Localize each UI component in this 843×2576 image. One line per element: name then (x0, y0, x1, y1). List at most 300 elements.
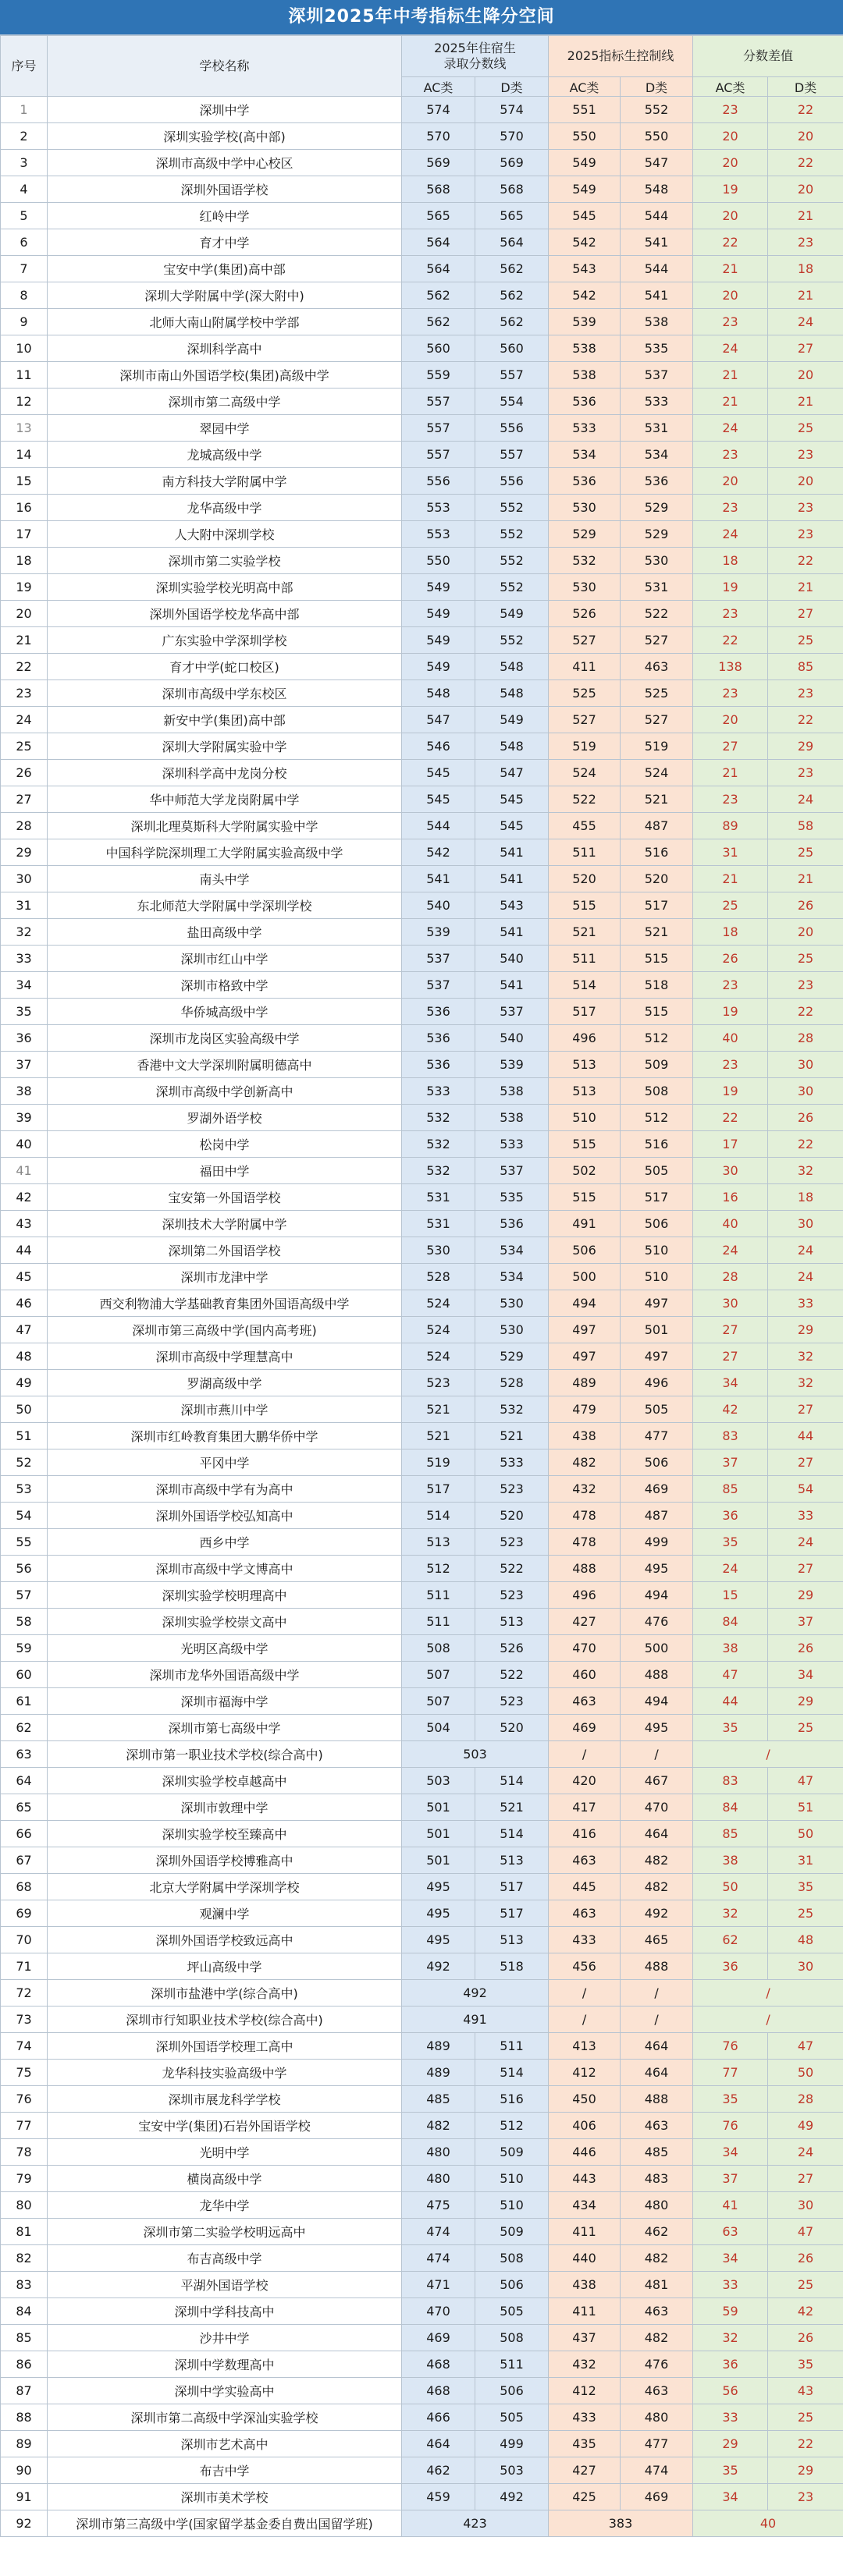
plan-ac: 515 (549, 1131, 621, 1158)
table-row (1, 309, 843, 335)
diff-d: 25 (768, 627, 843, 654)
diff-ac: 32 (693, 1900, 768, 1927)
score-d: 560 (475, 335, 549, 362)
plan-ac: 550 (549, 123, 621, 150)
score-d: 526 (475, 1635, 549, 1662)
plan-d: 517 (621, 892, 693, 919)
table-row (1, 707, 843, 733)
diff-ac: 27 (693, 1343, 768, 1370)
table-row (1, 1184, 843, 1211)
score-d: 514 (475, 1821, 549, 1847)
diff-ac: 16 (693, 1184, 768, 1211)
diff-ac: 36 (693, 1953, 768, 1980)
score-ac: 480 (402, 2139, 475, 2166)
school-name: 深圳市福海中学 (48, 1688, 402, 1715)
score-d: 517 (475, 1900, 549, 1927)
row-number: 46 (1, 1290, 48, 1317)
score-ac: 495 (402, 1927, 475, 1953)
table-row (1, 1343, 843, 1370)
diff-ac: 50 (693, 1874, 768, 1900)
plan-ac: 527 (549, 627, 621, 654)
row-number: 77 (1, 2113, 48, 2139)
plan-ac: / (549, 1741, 621, 1768)
row-number: 53 (1, 1476, 48, 1503)
score-ac: 537 (402, 972, 475, 999)
score-ac: 475 (402, 2192, 475, 2219)
school-name: 盐田高级中学 (48, 919, 402, 946)
diff-ac: 35 (693, 1529, 768, 1556)
table-row (1, 2007, 843, 2033)
school-name: 香港中文大学深圳附属明德高中 (48, 1052, 402, 1078)
score-d: 506 (475, 2272, 549, 2298)
row-number: 27 (1, 786, 48, 813)
plan-ac: 497 (549, 1343, 621, 1370)
diff-d: 24 (768, 786, 843, 813)
score-d: 548 (475, 733, 549, 760)
row-number: 69 (1, 1900, 48, 1927)
score-ac: 501 (402, 1794, 475, 1821)
row-number: 16 (1, 495, 48, 521)
score-ac: 550 (402, 548, 475, 574)
diff-d: 26 (768, 1105, 843, 1131)
diff-ac: 21 (693, 256, 768, 282)
plan-d: 463 (621, 2378, 693, 2404)
school-name: 龙华中学 (48, 2192, 402, 2219)
diff-d: 33 (768, 1503, 843, 1529)
table-row (1, 2060, 843, 2086)
row-number: 2 (1, 123, 48, 150)
plan-ac: 517 (549, 999, 621, 1025)
plan-ac: 479 (549, 1396, 621, 1423)
diff-ac: 40 (693, 1025, 768, 1052)
plan-d: 534 (621, 442, 693, 468)
diff-ac: 40 (693, 1211, 768, 1237)
school-name: 坪山高级中学 (48, 1953, 402, 1980)
score-ac: 540 (402, 892, 475, 919)
score-ac: 485 (402, 2086, 475, 2113)
plan-d: 487 (621, 1503, 693, 1529)
table-row (1, 1688, 843, 1715)
plan-ac: 406 (549, 2113, 621, 2139)
score-merged: 492 (402, 1980, 549, 2007)
row-number: 91 (1, 2484, 48, 2510)
score-d: 512 (475, 2113, 549, 2139)
score-ac: 519 (402, 1449, 475, 1476)
row-number: 36 (1, 1025, 48, 1052)
plan-ac: 413 (549, 2033, 621, 2060)
diff-ac: 37 (693, 2166, 768, 2192)
score-d: 552 (475, 495, 549, 521)
table-row (1, 1821, 843, 1847)
row-number: 39 (1, 1105, 48, 1131)
diff-ac: 30 (693, 1290, 768, 1317)
plan-d: 480 (621, 2192, 693, 2219)
diff-ac: 59 (693, 2298, 768, 2325)
header-school: 学校名称 (48, 36, 402, 97)
school-name: 中国科学院深圳理工大学附属实验高级中学 (48, 839, 402, 866)
plan-d: / (621, 2007, 693, 2033)
plan-ac: 420 (549, 1768, 621, 1794)
table-row (1, 1211, 843, 1237)
diff-d: 29 (768, 1688, 843, 1715)
diff-d: 21 (768, 389, 843, 415)
plan-ac: 411 (549, 654, 621, 680)
score-d: 534 (475, 1264, 549, 1290)
plan-ac: 502 (549, 1158, 621, 1184)
plan-d: 464 (621, 2060, 693, 2086)
row-number: 56 (1, 1556, 48, 1582)
school-name: 布吉中学 (48, 2457, 402, 2484)
plan-d: 509 (621, 1052, 693, 1078)
school-name: 深圳市盐港中学(综合高中) (48, 1980, 402, 2007)
plan-ac: 527 (549, 707, 621, 733)
row-number: 52 (1, 1449, 48, 1476)
score-d: 509 (475, 2219, 549, 2245)
score-d: 537 (475, 1158, 549, 1184)
score-d: 522 (475, 1662, 549, 1688)
table-row (1, 2272, 843, 2298)
plan-d: 547 (621, 150, 693, 176)
table-row (1, 282, 843, 309)
plan-d: 463 (621, 654, 693, 680)
diff-ac: 15 (693, 1582, 768, 1609)
diff-ac: 36 (693, 1503, 768, 1529)
diff-d: 29 (768, 733, 843, 760)
header-plan-d: D类 (621, 77, 693, 97)
plan-ac: / (549, 1980, 621, 2007)
row-number: 75 (1, 2060, 48, 2086)
school-name: 深圳中学 (48, 97, 402, 123)
plan-d: 544 (621, 203, 693, 229)
table-row (1, 1370, 843, 1396)
score-d: 574 (475, 97, 549, 123)
score-ac: 557 (402, 442, 475, 468)
diff-ac: 24 (693, 521, 768, 548)
score-ac: 495 (402, 1874, 475, 1900)
row-number: 45 (1, 1264, 48, 1290)
plan-d: 527 (621, 627, 693, 654)
row-number: 24 (1, 707, 48, 733)
score-d: 509 (475, 2139, 549, 2166)
plan-ac: 478 (549, 1503, 621, 1529)
diff-ac: 138 (693, 654, 768, 680)
row-number: 23 (1, 680, 48, 707)
score-d: 552 (475, 574, 549, 601)
score-d: 568 (475, 176, 549, 203)
score-d: 557 (475, 442, 549, 468)
plan-ac: 511 (549, 839, 621, 866)
plan-ac: 542 (549, 229, 621, 256)
plan-d: 506 (621, 1211, 693, 1237)
row-number: 86 (1, 2351, 48, 2378)
row-number: 7 (1, 256, 48, 282)
diff-d: 18 (768, 256, 843, 282)
table-row (1, 442, 843, 468)
row-number: 78 (1, 2139, 48, 2166)
plan-d: 465 (621, 1927, 693, 1953)
diff-d: 35 (768, 2351, 843, 2378)
school-name: 深圳第二外国语学校 (48, 1237, 402, 1264)
score-d: 505 (475, 2298, 549, 2325)
table-row (1, 2431, 843, 2457)
score-d: 530 (475, 1290, 549, 1317)
plan-d: 470 (621, 1794, 693, 1821)
plan-ac: 463 (549, 1900, 621, 1927)
row-number: 87 (1, 2378, 48, 2404)
row-number: 14 (1, 442, 48, 468)
score-ac: 489 (402, 2033, 475, 2060)
plan-d: 481 (621, 2272, 693, 2298)
plan-ac: 491 (549, 1211, 621, 1237)
row-number: 81 (1, 2219, 48, 2245)
school-name: 深圳外国语学校博雅高中 (48, 1847, 402, 1874)
plan-ac: 549 (549, 176, 621, 203)
row-number: 62 (1, 1715, 48, 1741)
score-d: 570 (475, 123, 549, 150)
plan-ac: 543 (549, 256, 621, 282)
score-ac: 489 (402, 2060, 475, 2086)
diff-d: 47 (768, 1768, 843, 1794)
plan-ac: 460 (549, 1662, 621, 1688)
table-row (1, 468, 843, 495)
plan-ac: 494 (549, 1290, 621, 1317)
school-name: 深圳市展龙科学学校 (48, 2086, 402, 2113)
table-row (1, 229, 843, 256)
plan-d: 520 (621, 866, 693, 892)
diff-ac: 35 (693, 1715, 768, 1741)
school-name: 深圳市格致中学 (48, 972, 402, 999)
table-row (1, 1423, 843, 1449)
table-row (1, 1264, 843, 1290)
score-ac: 480 (402, 2166, 475, 2192)
school-name: 南头中学 (48, 866, 402, 892)
table-row (1, 176, 843, 203)
school-name: 深圳市第二实验学校明远高中 (48, 2219, 402, 2245)
plan-ac: 522 (549, 786, 621, 813)
diff-ac: 44 (693, 1688, 768, 1715)
score-ac: 533 (402, 1078, 475, 1105)
table-row (1, 2351, 843, 2378)
score-ac: 470 (402, 2298, 475, 2325)
diff-ac: 34 (693, 2245, 768, 2272)
diff-d: 23 (768, 495, 843, 521)
plan-d: 495 (621, 1556, 693, 1582)
school-name: 华中师范大学龙岗附属中学 (48, 786, 402, 813)
plan-ac: 511 (549, 946, 621, 972)
school-name: 深圳中学实验高中 (48, 2378, 402, 2404)
school-name: 福田中学 (48, 1158, 402, 1184)
table-row (1, 335, 843, 362)
row-number: 8 (1, 282, 48, 309)
row-number: 76 (1, 2086, 48, 2113)
row-number: 48 (1, 1343, 48, 1370)
school-name: 深圳科学高中 (48, 335, 402, 362)
row-number: 58 (1, 1609, 48, 1635)
diff-d: 20 (768, 176, 843, 203)
score-d: 503 (475, 2457, 549, 2484)
table-row (1, 2219, 843, 2245)
score-d: 518 (475, 1953, 549, 1980)
table-row (1, 362, 843, 389)
score-d: 545 (475, 786, 549, 813)
score-d: 514 (475, 1768, 549, 1794)
school-name: 东北师范大学附属中学深圳学校 (48, 892, 402, 919)
plan-d: 515 (621, 946, 693, 972)
table-row (1, 97, 843, 123)
plan-ac: 551 (549, 97, 621, 123)
plan-d: 492 (621, 1900, 693, 1927)
header-diff-group: 分数差值 (693, 36, 843, 77)
diff-ac: 32 (693, 2325, 768, 2351)
score-ac: 541 (402, 866, 475, 892)
diff-d: 25 (768, 946, 843, 972)
plan-d: 522 (621, 601, 693, 627)
plan-d: 488 (621, 1953, 693, 1980)
diff-d: 43 (768, 2378, 843, 2404)
score-ac: 559 (402, 362, 475, 389)
row-number: 59 (1, 1635, 48, 1662)
diff-ac: 63 (693, 2219, 768, 2245)
row-number: 88 (1, 2404, 48, 2431)
table-row (1, 2245, 843, 2272)
score-d: 499 (475, 2431, 549, 2457)
table-header (1, 36, 843, 97)
score-ac: 568 (402, 176, 475, 203)
score-ac: 570 (402, 123, 475, 150)
diff-ac: 76 (693, 2113, 768, 2139)
table-row (1, 1025, 843, 1052)
diff-d: 21 (768, 203, 843, 229)
diff-ac: 27 (693, 1317, 768, 1343)
score-d: 539 (475, 1052, 549, 1078)
score-ac: 545 (402, 786, 475, 813)
score-d: 534 (475, 1237, 549, 1264)
plan-ac: 510 (549, 1105, 621, 1131)
diff-d: 47 (768, 2033, 843, 2060)
diff-d: 22 (768, 999, 843, 1025)
score-d: 545 (475, 813, 549, 839)
score-d: 535 (475, 1184, 549, 1211)
page-title: 深圳2025年中考指标生降分空间 (0, 0, 843, 35)
score-ac: 562 (402, 309, 475, 335)
school-name: 光明中学 (48, 2139, 402, 2166)
diff-ac: 24 (693, 335, 768, 362)
diff-ac: 85 (693, 1476, 768, 1503)
plan-d: 529 (621, 495, 693, 521)
diff-d: 42 (768, 2298, 843, 2325)
score-merged: 423 (402, 2510, 549, 2537)
plan-ac: 506 (549, 1237, 621, 1264)
plan-ac: 443 (549, 2166, 621, 2192)
row-number: 5 (1, 203, 48, 229)
plan-d: 541 (621, 229, 693, 256)
row-number: 84 (1, 2298, 48, 2325)
score-d: 541 (475, 919, 549, 946)
plan-ac: 488 (549, 1556, 621, 1582)
score-d: 548 (475, 654, 549, 680)
diff-ac: 21 (693, 362, 768, 389)
plan-ac: 536 (549, 389, 621, 415)
diff-merged: / (693, 1980, 843, 2007)
row-number: 72 (1, 1980, 48, 2007)
school-name: 深圳技术大学附属中学 (48, 1211, 402, 1237)
diff-d: 35 (768, 1874, 843, 1900)
school-name: 宝安中学(集团)高中部 (48, 256, 402, 282)
score-ac: 504 (402, 1715, 475, 1741)
diff-ac: 42 (693, 1396, 768, 1423)
school-name: 深圳市龙华外国语高级中学 (48, 1662, 402, 1688)
diff-d: 20 (768, 919, 843, 946)
plan-d: 482 (621, 2245, 693, 2272)
school-name: 翠园中学 (48, 415, 402, 442)
score-d: 562 (475, 309, 549, 335)
row-number: 70 (1, 1927, 48, 1953)
score-ac: 492 (402, 1953, 475, 1980)
diff-d: 29 (768, 1582, 843, 1609)
score-ac: 532 (402, 1158, 475, 1184)
diff-ac: 19 (693, 999, 768, 1025)
plan-ac: 538 (549, 362, 621, 389)
score-merged: 503 (402, 1741, 549, 1768)
diff-d: 23 (768, 442, 843, 468)
table-row (1, 1556, 843, 1582)
row-number: 10 (1, 335, 48, 362)
diff-ac: 27 (693, 733, 768, 760)
diff-ac: 89 (693, 813, 768, 839)
score-ac: 474 (402, 2219, 475, 2245)
score-ac: 474 (402, 2245, 475, 2272)
table-row (1, 1529, 843, 1556)
diff-d: 27 (768, 2166, 843, 2192)
row-number: 13 (1, 415, 48, 442)
diff-ac: 62 (693, 1927, 768, 1953)
table-row (1, 1158, 843, 1184)
plan-d: 541 (621, 282, 693, 309)
plan-ac: 549 (549, 150, 621, 176)
score-d: 533 (475, 1131, 549, 1158)
score-ac: 532 (402, 1105, 475, 1131)
row-number: 17 (1, 521, 48, 548)
score-ac: 536 (402, 1052, 475, 1078)
diff-ac: 23 (693, 97, 768, 123)
plan-ac: 482 (549, 1449, 621, 1476)
score-ac: 565 (402, 203, 475, 229)
diff-d: 23 (768, 972, 843, 999)
score-ac: 521 (402, 1396, 475, 1423)
plan-ac: 533 (549, 415, 621, 442)
score-d: 540 (475, 1025, 549, 1052)
score-d: 505 (475, 2404, 549, 2431)
diff-d: 30 (768, 1052, 843, 1078)
score-ac: 482 (402, 2113, 475, 2139)
score-d: 552 (475, 521, 549, 548)
diff-d: 32 (768, 1370, 843, 1396)
school-name: 深圳外国语学校 (48, 176, 402, 203)
row-number: 67 (1, 1847, 48, 1874)
row-number: 47 (1, 1317, 48, 1343)
diff-ac: 56 (693, 2378, 768, 2404)
plan-ac: 411 (549, 2298, 621, 2325)
plan-ac: 497 (549, 1317, 621, 1343)
diff-ac: 23 (693, 1052, 768, 1078)
row-number: 32 (1, 919, 48, 946)
table-row (1, 495, 843, 521)
plan-ac: 427 (549, 1609, 621, 1635)
row-number: 57 (1, 1582, 48, 1609)
diff-ac: 23 (693, 601, 768, 627)
diff-d: 22 (768, 150, 843, 176)
score-ac: 564 (402, 256, 475, 282)
